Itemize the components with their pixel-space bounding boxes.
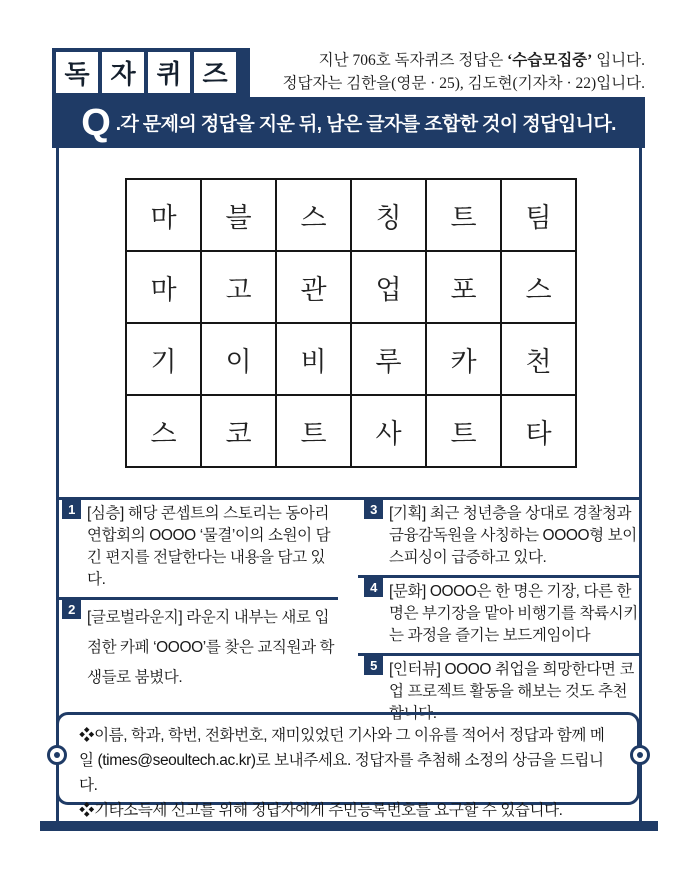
clue-number-badge: 3 xyxy=(364,500,383,519)
clue-item-4 xyxy=(358,578,642,653)
grid-cell: 비 xyxy=(276,323,351,395)
grid-cell: 스 xyxy=(276,179,351,251)
grid-cell: 팀 xyxy=(501,179,576,251)
clue-item-1 xyxy=(56,500,338,597)
grid-cell: 칭 xyxy=(351,179,426,251)
grid-cell: 이 xyxy=(201,323,276,395)
clues-right-column xyxy=(358,500,642,735)
logo-letter-box xyxy=(102,52,144,93)
logo-letter: 즈 xyxy=(202,59,228,89)
grid-cell: 마 xyxy=(126,251,201,323)
prev-answer-suffix: 입니다. xyxy=(592,52,645,69)
notice-line-2: ❖기타소득세 신고를 위해 정답자에게 주민등록번호를 요구할 수 있습니다. xyxy=(79,802,563,819)
grid-row xyxy=(126,395,576,467)
grid-cell: 블 xyxy=(201,179,276,251)
clue-number-badge: 4 xyxy=(364,578,383,597)
clue-item-3 xyxy=(358,500,642,575)
grid-cell: 기 xyxy=(126,323,201,395)
logo-letter-box xyxy=(56,52,98,93)
quiz-logo xyxy=(52,48,250,97)
clue-item-2 xyxy=(56,600,338,708)
previous-quiz-info xyxy=(225,49,645,95)
grid-cell: 고 xyxy=(201,251,276,323)
clue-text: [문화] OOOO은 한 명은 기장, 다른 한 명은 부기장을 맡아 비행기를 착륙시키는 과정을 즐기는 보드게임이다 xyxy=(389,583,638,644)
question-text: .각 문제의 정답을 지운 뒤, 남은 글자를 조합한 것이 정답입니다. xyxy=(115,114,616,135)
grid-cell: 포 xyxy=(426,251,501,323)
grid-cell: 스 xyxy=(501,251,576,323)
grid-cell: 트 xyxy=(426,179,501,251)
grid-cell: 트 xyxy=(426,395,501,467)
grid-cell: 루 xyxy=(351,323,426,395)
submission-notice-box xyxy=(56,712,640,819)
grid-cell: 스 xyxy=(126,395,201,467)
clue-text: [인터뷰] OOOO 취업을 희망한다면 코업 프로젝트 활동을 해보는 것도 추천합니다. xyxy=(389,661,634,722)
quiz-letter-grid xyxy=(125,178,577,468)
grid-cell: 트 xyxy=(276,395,351,467)
clues-left-column xyxy=(56,500,338,708)
grid-row xyxy=(126,251,576,323)
q-mark: Q xyxy=(81,101,111,144)
logo-letter: 독 xyxy=(64,59,90,89)
logo-letter: 퀴 xyxy=(156,59,182,89)
notice-line-1: ❖이름, 학과, 학번, 전화번호, 재미있었던 기사와 그 이유를 적어서 정답과 함께 메일 (times@seoultech.ac.kr)로 보내주세요. 정답자를 추첨해 소정의 상금을 드립니다. xyxy=(79,727,605,794)
grid-row xyxy=(126,179,576,251)
grid-cell: 코 xyxy=(201,395,276,467)
prev-answer-prefix: 지난 706호 독자퀴즈 정답은 xyxy=(318,52,508,69)
grid-cell: 타 xyxy=(501,395,576,467)
grid-cell: 천 xyxy=(501,323,576,395)
question-banner xyxy=(52,97,645,148)
grid-row xyxy=(126,323,576,395)
notice-left-decoration xyxy=(47,745,67,765)
prev-answer-word: ‘수습모집중’ xyxy=(507,52,593,69)
notice-right-decoration xyxy=(630,745,650,765)
prev-answer-line xyxy=(225,49,645,72)
logo-letter: 자 xyxy=(110,59,136,89)
clue-number-badge: 2 xyxy=(62,600,81,619)
logo-letter-box xyxy=(148,52,190,93)
clue-text: [심층] 해당 콘셉트의 스토리는 동아리 연합회의 OOOO ‘물결’이의 소원이 담긴 편지를 전달한다는 내용을 담고 있다. xyxy=(87,505,331,588)
clue-text: [기획] 최근 청년층을 상대로 경찰청과 금융감독원을 사칭하는 OOOO형 보이스피싱이 급증하고 있다. xyxy=(389,505,637,566)
grid-cell: 카 xyxy=(426,323,501,395)
grid-cell: 사 xyxy=(351,395,426,467)
grid-cell: 업 xyxy=(351,251,426,323)
grid-cell: 마 xyxy=(126,179,201,251)
clue-text: [글로벌라운지] 라운지 내부는 새로 입점한 카페 ‘OOOO’를 찾은 교직원과 학생들로 붐볐다. xyxy=(87,609,335,686)
clue-number-badge: 5 xyxy=(364,656,383,675)
clue-number-badge: 1 xyxy=(62,500,81,519)
winners-line: 정답자는 김한을(영문 · 25), 김도현(기자차 · 22)입니다. xyxy=(282,75,645,92)
grid-cell: 관 xyxy=(276,251,351,323)
bottom-rule-bar xyxy=(40,821,658,831)
